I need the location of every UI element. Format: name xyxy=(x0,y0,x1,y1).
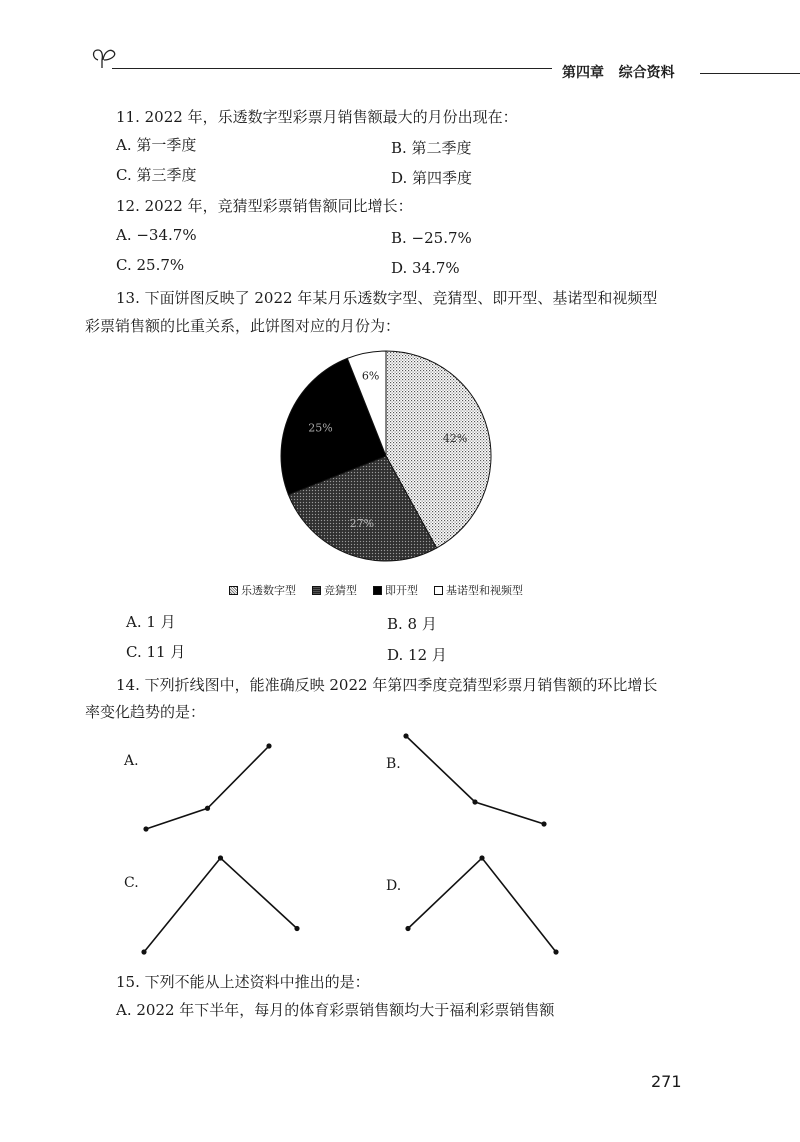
q11-option-c[interactable]: C. 第三季度 xyxy=(116,166,197,184)
legend-item-sports xyxy=(312,582,357,598)
q11-option-d[interactable]: D. 第四季度 xyxy=(391,169,473,187)
q14-line-b xyxy=(406,736,544,824)
page-number: 271 xyxy=(651,1072,682,1091)
legend-label-lotto: 乐透数字型 xyxy=(241,584,296,597)
legend-label-instant: 即开型 xyxy=(385,584,418,597)
legend-swatch-instant xyxy=(373,586,382,595)
q14-line-chart-c[interactable] xyxy=(138,852,303,958)
pie-slices xyxy=(281,351,491,561)
q14-line-a-point-3 xyxy=(266,743,271,748)
q14-line-chart-d[interactable] xyxy=(402,852,562,958)
q14-line-chart-a[interactable] xyxy=(140,740,275,835)
q13-option-a[interactable]: A. 1 月 xyxy=(126,613,176,631)
pie-slice-keno-label: 6% xyxy=(361,369,380,383)
q12-option-d[interactable]: D. 34.7% xyxy=(391,259,460,277)
q15-option-a[interactable]: A. 2022 年下半年，每月的体育彩票销售额均大于福利彩票销售额 xyxy=(116,1001,555,1019)
q14-option-b-label[interactable]: B. xyxy=(386,756,401,772)
q14-line-b-point-2 xyxy=(472,799,477,804)
pie-chart xyxy=(276,346,516,576)
q14-line-d-point-1 xyxy=(405,926,410,931)
q11-option-a[interactable]: A. 第一季度 xyxy=(116,136,197,154)
legend-item-instant xyxy=(373,582,418,598)
q12-option-b[interactable]: B. −25.7% xyxy=(391,229,472,247)
q13-stem-line1: 13. 下面饼图反映了 2022 年某月乐透数字型、竞猜型、即开型、基诺型和视频型 xyxy=(116,289,658,307)
chapter-header xyxy=(562,62,675,82)
q13-stem-line2: 彩票销售额的比重关系，此饼图对应的月份为： xyxy=(85,317,401,335)
q14-stem-line2: 率变化趋势的是： xyxy=(85,703,206,721)
q14-line-b-point-1 xyxy=(403,733,408,738)
legend-swatch-keno xyxy=(434,586,443,595)
legend-swatch-sports xyxy=(312,586,321,595)
q12-stem: 12. 2022 年，竞猜型彩票销售额同比增长： xyxy=(116,197,413,215)
q14-line-c xyxy=(144,858,297,952)
header-rule-left xyxy=(112,68,552,69)
sprout-icon xyxy=(90,40,120,70)
header-rule-right xyxy=(700,73,800,74)
q11-option-b[interactable]: B. 第二季度 xyxy=(391,139,472,157)
q13-option-b[interactable]: B. 8 月 xyxy=(387,615,437,633)
legend-swatch-lotto xyxy=(229,586,238,595)
pie-slice-sports-label: 27% xyxy=(349,517,375,531)
q14-option-a-label[interactable]: A. xyxy=(124,753,139,769)
q12-option-a[interactable]: A. −34.7% xyxy=(116,226,197,244)
pie-slice-lotto-label: 42% xyxy=(442,432,468,446)
q14-line-c-point-1 xyxy=(141,949,146,954)
q11-stem: 11. 2022 年，乐透数字型彩票月销售额最大的月份出现在： xyxy=(116,108,518,126)
chapter-number: 第四章 xyxy=(562,65,604,81)
q15-stem: 15. 下列不能从上述资料中推出的是： xyxy=(116,973,370,991)
q14-line-a-point-2 xyxy=(205,806,210,811)
q14-stem-line1: 14. 下列折线图中，能准确反映 2022 年第四季度竞猜型彩票月销售额的环比增长 xyxy=(116,676,658,694)
legend-label-keno: 基诺型和视频型 xyxy=(446,584,523,597)
q14-line-c-point-3 xyxy=(294,926,299,931)
q12-option-c[interactable]: C. 25.7% xyxy=(116,256,185,274)
q13-option-c[interactable]: C. 11 月 xyxy=(126,643,186,661)
chapter-title: 综合资料 xyxy=(618,65,675,81)
q14-line-d-point-3 xyxy=(553,949,558,954)
q14-line-chart-b[interactable] xyxy=(400,730,550,830)
q14-line-a xyxy=(146,746,269,829)
q14-line-b-point-3 xyxy=(541,821,546,826)
legend-item-keno xyxy=(434,582,523,598)
q14-line-d xyxy=(408,858,556,952)
pie-legend xyxy=(229,582,523,598)
q14-line-a-point-1 xyxy=(143,826,148,831)
legend-label-sports: 竞猜型 xyxy=(324,584,357,597)
q14-option-d-label[interactable]: D. xyxy=(386,878,402,894)
q14-line-d-point-2 xyxy=(479,855,484,860)
q14-line-c-point-2 xyxy=(218,855,223,860)
q14-option-c-label[interactable]: C. xyxy=(124,875,139,891)
q13-option-d[interactable]: D. 12 月 xyxy=(387,646,447,664)
pie-slice-instant-label: 25% xyxy=(308,421,333,435)
legend-item-lotto xyxy=(229,582,296,598)
